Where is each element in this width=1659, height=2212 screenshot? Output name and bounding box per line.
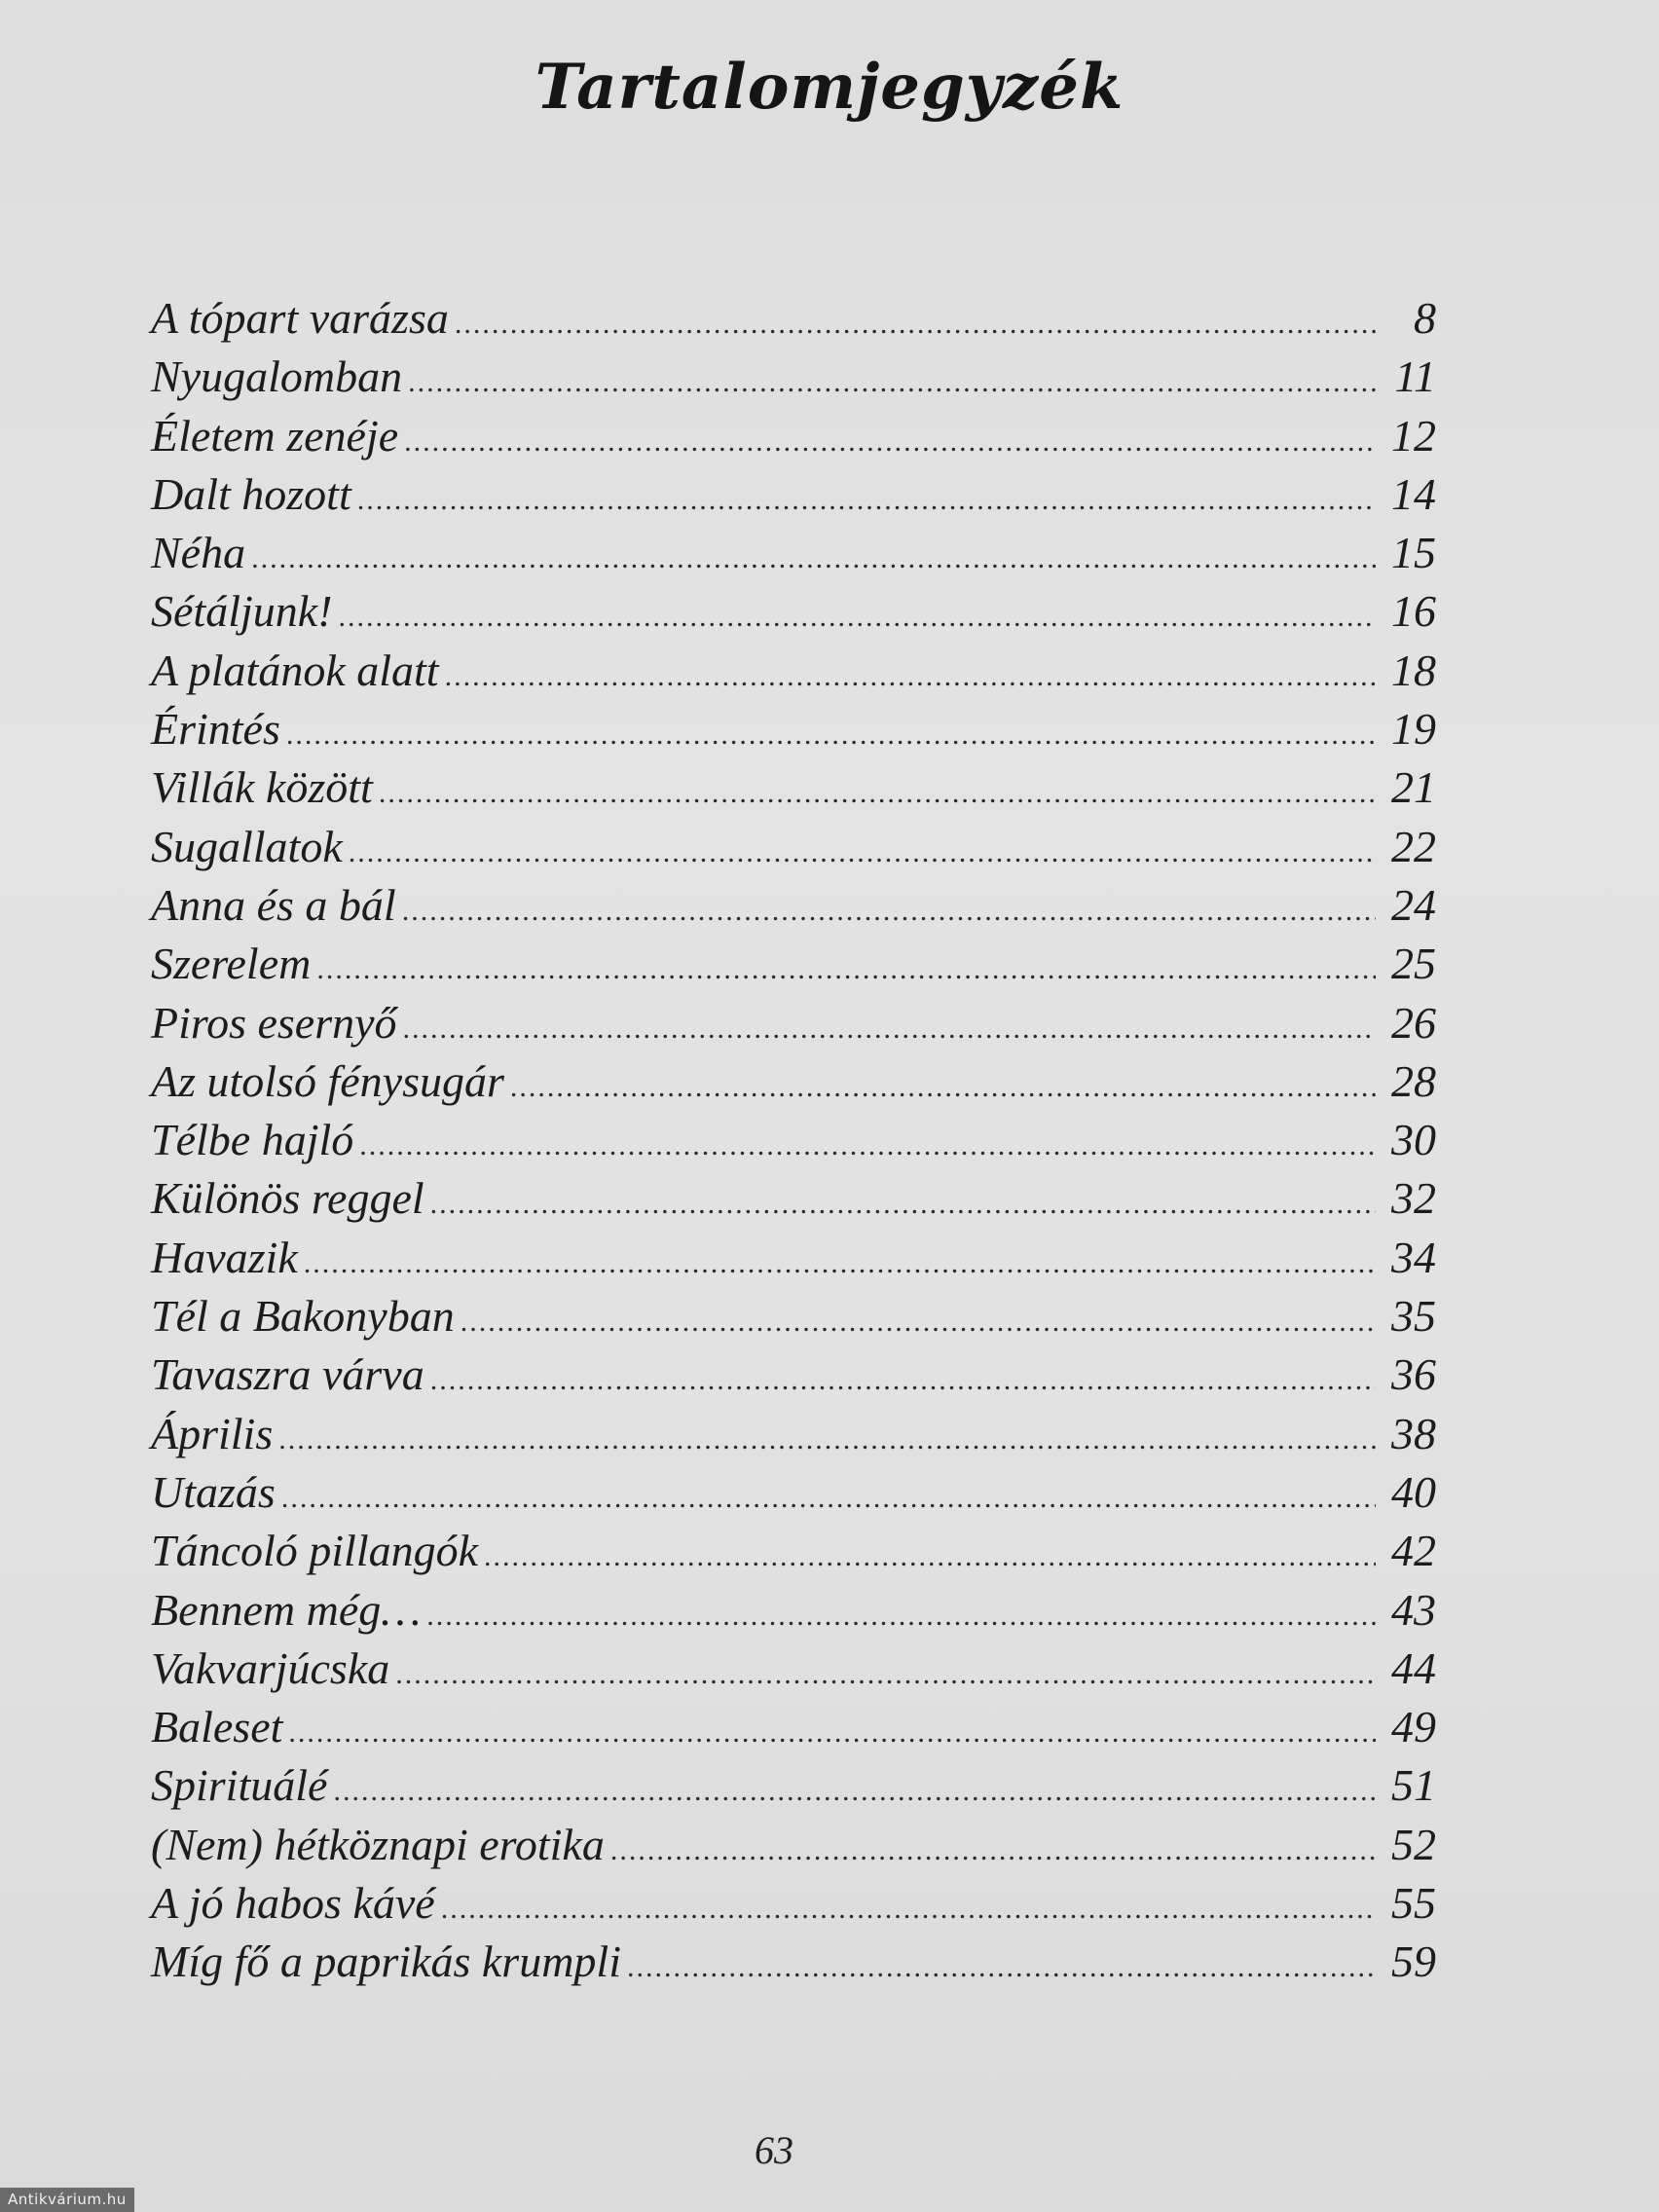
page-number: 63 <box>755 2128 793 2172</box>
toc-entry-page: 35 <box>1391 1291 1436 1342</box>
toc-entry-title: (Nem) hétköznapi erotika <box>151 1819 605 1869</box>
toc-leader-dots <box>288 1716 1376 1750</box>
toc-entry <box>151 938 1436 996</box>
toc-leader-dots <box>455 308 1376 341</box>
toc-entry-title: Bennem még… <box>151 1584 422 1635</box>
toc-leader-dots <box>441 1893 1376 1926</box>
toc-entry-title: Szerelem <box>151 939 312 989</box>
toc-entry-title: Télbe hajló <box>151 1115 354 1165</box>
toc-leader-dots <box>339 601 1377 634</box>
toc-entry-title: Érintés <box>151 704 280 755</box>
toc-leader-dots <box>510 1071 1376 1104</box>
toc-entry-page: 43 <box>1391 1584 1436 1635</box>
toc-entry <box>151 1584 1436 1642</box>
toc-entry <box>151 1290 1436 1348</box>
toc-entry-page: 36 <box>1391 1349 1436 1400</box>
toc-entry-page: 30 <box>1391 1115 1436 1165</box>
toc-entry <box>151 585 1436 644</box>
toc-entry <box>151 703 1436 761</box>
toc-leader-dots <box>445 660 1376 693</box>
toc-entry-page: 11 <box>1394 351 1436 402</box>
toc-entry-title: Vakvarjúcska <box>151 1642 390 1693</box>
toc-entry-title: Tavaszra várva <box>151 1349 424 1400</box>
toc-entry-title: A jó habos kávé <box>151 1878 435 1929</box>
toc-leader-dots <box>404 425 1376 459</box>
toc-entry-title: Míg fő a paprikás krumpli <box>151 1936 621 1987</box>
toc-entry-page: 15 <box>1391 528 1436 578</box>
toc-entry-page: 44 <box>1391 1642 1436 1693</box>
toc-entry <box>151 1877 1436 1936</box>
toc-entry <box>151 879 1436 938</box>
toc-leader-dots <box>316 953 1376 986</box>
toc-entry-title: Anna és a bál <box>151 879 396 930</box>
toc-entry <box>151 350 1436 409</box>
table-of-contents <box>151 292 1436 1995</box>
toc-leader-dots <box>408 366 1376 399</box>
toc-leader-dots <box>484 1540 1376 1573</box>
toc-entry-title: Sétáljunk! <box>151 586 333 637</box>
toc-leader-dots <box>610 1834 1376 1867</box>
toc-leader-dots <box>403 1013 1376 1046</box>
toc-entry-page: 12 <box>1391 410 1436 461</box>
toc-entry-title: Spirituálé <box>151 1760 328 1811</box>
toc-entry <box>151 1819 1436 1877</box>
toc-entry-page: 25 <box>1391 939 1436 989</box>
toc-leader-dots <box>402 895 1376 928</box>
toc-entry <box>151 1466 1436 1525</box>
toc-entry-page: 22 <box>1391 821 1436 871</box>
toc-leader-dots <box>349 836 1376 869</box>
toc-entry <box>151 468 1436 527</box>
toc-entry <box>151 1759 1436 1818</box>
toc-entry-page: 34 <box>1391 1232 1436 1282</box>
toc-entry-page: 14 <box>1391 468 1436 519</box>
toc-entry <box>151 1348 1436 1407</box>
page-title: Tartalomjegyzék <box>535 51 1124 124</box>
toc-entry-title: Dalt hozott <box>151 468 351 519</box>
toc-leader-dots <box>379 777 1376 810</box>
toc-entry-title: Életem zenéje <box>151 410 399 461</box>
toc-leader-dots <box>426 1600 1376 1633</box>
toc-entry-title: Különös reggel <box>151 1173 424 1224</box>
toc-leader-dots <box>627 1951 1376 1984</box>
toc-entry <box>151 1642 1436 1701</box>
toc-entry-title: Utazás <box>151 1466 276 1517</box>
toc-entry-page: 28 <box>1391 1055 1436 1106</box>
toc-leader-dots <box>281 1482 1376 1515</box>
toc-entry-title: Havazik <box>151 1232 298 1282</box>
toc-entry <box>151 1936 1436 1994</box>
toc-entry <box>151 1055 1436 1114</box>
toc-entry-title: Az utolsó fénysugár <box>151 1055 504 1106</box>
toc-entry-page: 38 <box>1391 1408 1436 1458</box>
toc-entry-title: Villák között <box>151 762 373 813</box>
toc-entry <box>151 645 1436 703</box>
toc-entry-title: Sugallatok <box>151 821 343 871</box>
toc-leader-dots <box>357 484 1376 517</box>
watermark: Antikvárium.hu <box>0 2188 134 2212</box>
toc-entry-title: Táncoló pillangók <box>151 1526 479 1576</box>
toc-entry <box>151 821 1436 879</box>
toc-entry-title: Piros esernyő <box>151 997 397 1048</box>
toc-entry <box>151 527 1436 585</box>
toc-entry <box>151 410 1436 468</box>
toc-entry-page: 59 <box>1391 1936 1436 1987</box>
toc-entry-page: 24 <box>1391 879 1436 930</box>
toc-entry-page: 42 <box>1391 1526 1436 1576</box>
toc-entry <box>151 997 1436 1055</box>
toc-leader-dots <box>286 719 1376 752</box>
toc-entry-page: 18 <box>1391 645 1436 695</box>
toc-leader-dots <box>359 1129 1376 1162</box>
toc-entry-page: 55 <box>1391 1878 1436 1929</box>
toc-entry-title: Baleset <box>151 1702 283 1752</box>
toc-leader-dots <box>251 542 1376 575</box>
toc-entry-page: 51 <box>1391 1760 1436 1811</box>
toc-leader-dots <box>461 1306 1376 1339</box>
toc-entry-page: 19 <box>1391 704 1436 755</box>
toc-entry-page: 16 <box>1391 586 1436 637</box>
toc-leader-dots <box>333 1775 1376 1808</box>
toc-entry-title: A tópart varázsa <box>151 293 449 343</box>
toc-entry-page: 49 <box>1391 1702 1436 1752</box>
toc-entry <box>151 1525 1436 1583</box>
toc-entry <box>151 292 1436 350</box>
toc-entry-page: 21 <box>1391 762 1436 813</box>
toc-entry-page: 26 <box>1391 997 1436 1048</box>
toc-leader-dots <box>278 1423 1376 1456</box>
toc-entry-page: 52 <box>1391 1819 1436 1869</box>
toc-entry-title: Tél a Bakonyban <box>151 1291 455 1342</box>
toc-entry-page: 32 <box>1391 1173 1436 1224</box>
toc-entry-title: Néha <box>151 528 246 578</box>
toc-leader-dots <box>304 1247 1376 1280</box>
toc-entry-title: A platánok alatt <box>151 645 439 695</box>
toc-entry <box>151 1172 1436 1231</box>
toc-entry <box>151 1114 1436 1172</box>
toc-leader-dots <box>395 1658 1376 1691</box>
toc-leader-dots <box>430 1188 1376 1221</box>
toc-leader-dots <box>430 1364 1376 1397</box>
toc-entry-page: 40 <box>1391 1466 1436 1517</box>
toc-entry <box>151 1232 1436 1290</box>
toc-entry-title: Április <box>151 1408 274 1458</box>
toc-entry <box>151 1408 1436 1466</box>
toc-entry-title: Nyugalomban <box>151 351 403 402</box>
toc-entry <box>151 1701 1436 1759</box>
toc-entry <box>151 761 1436 820</box>
toc-entry-page: 8 <box>1414 293 1436 343</box>
